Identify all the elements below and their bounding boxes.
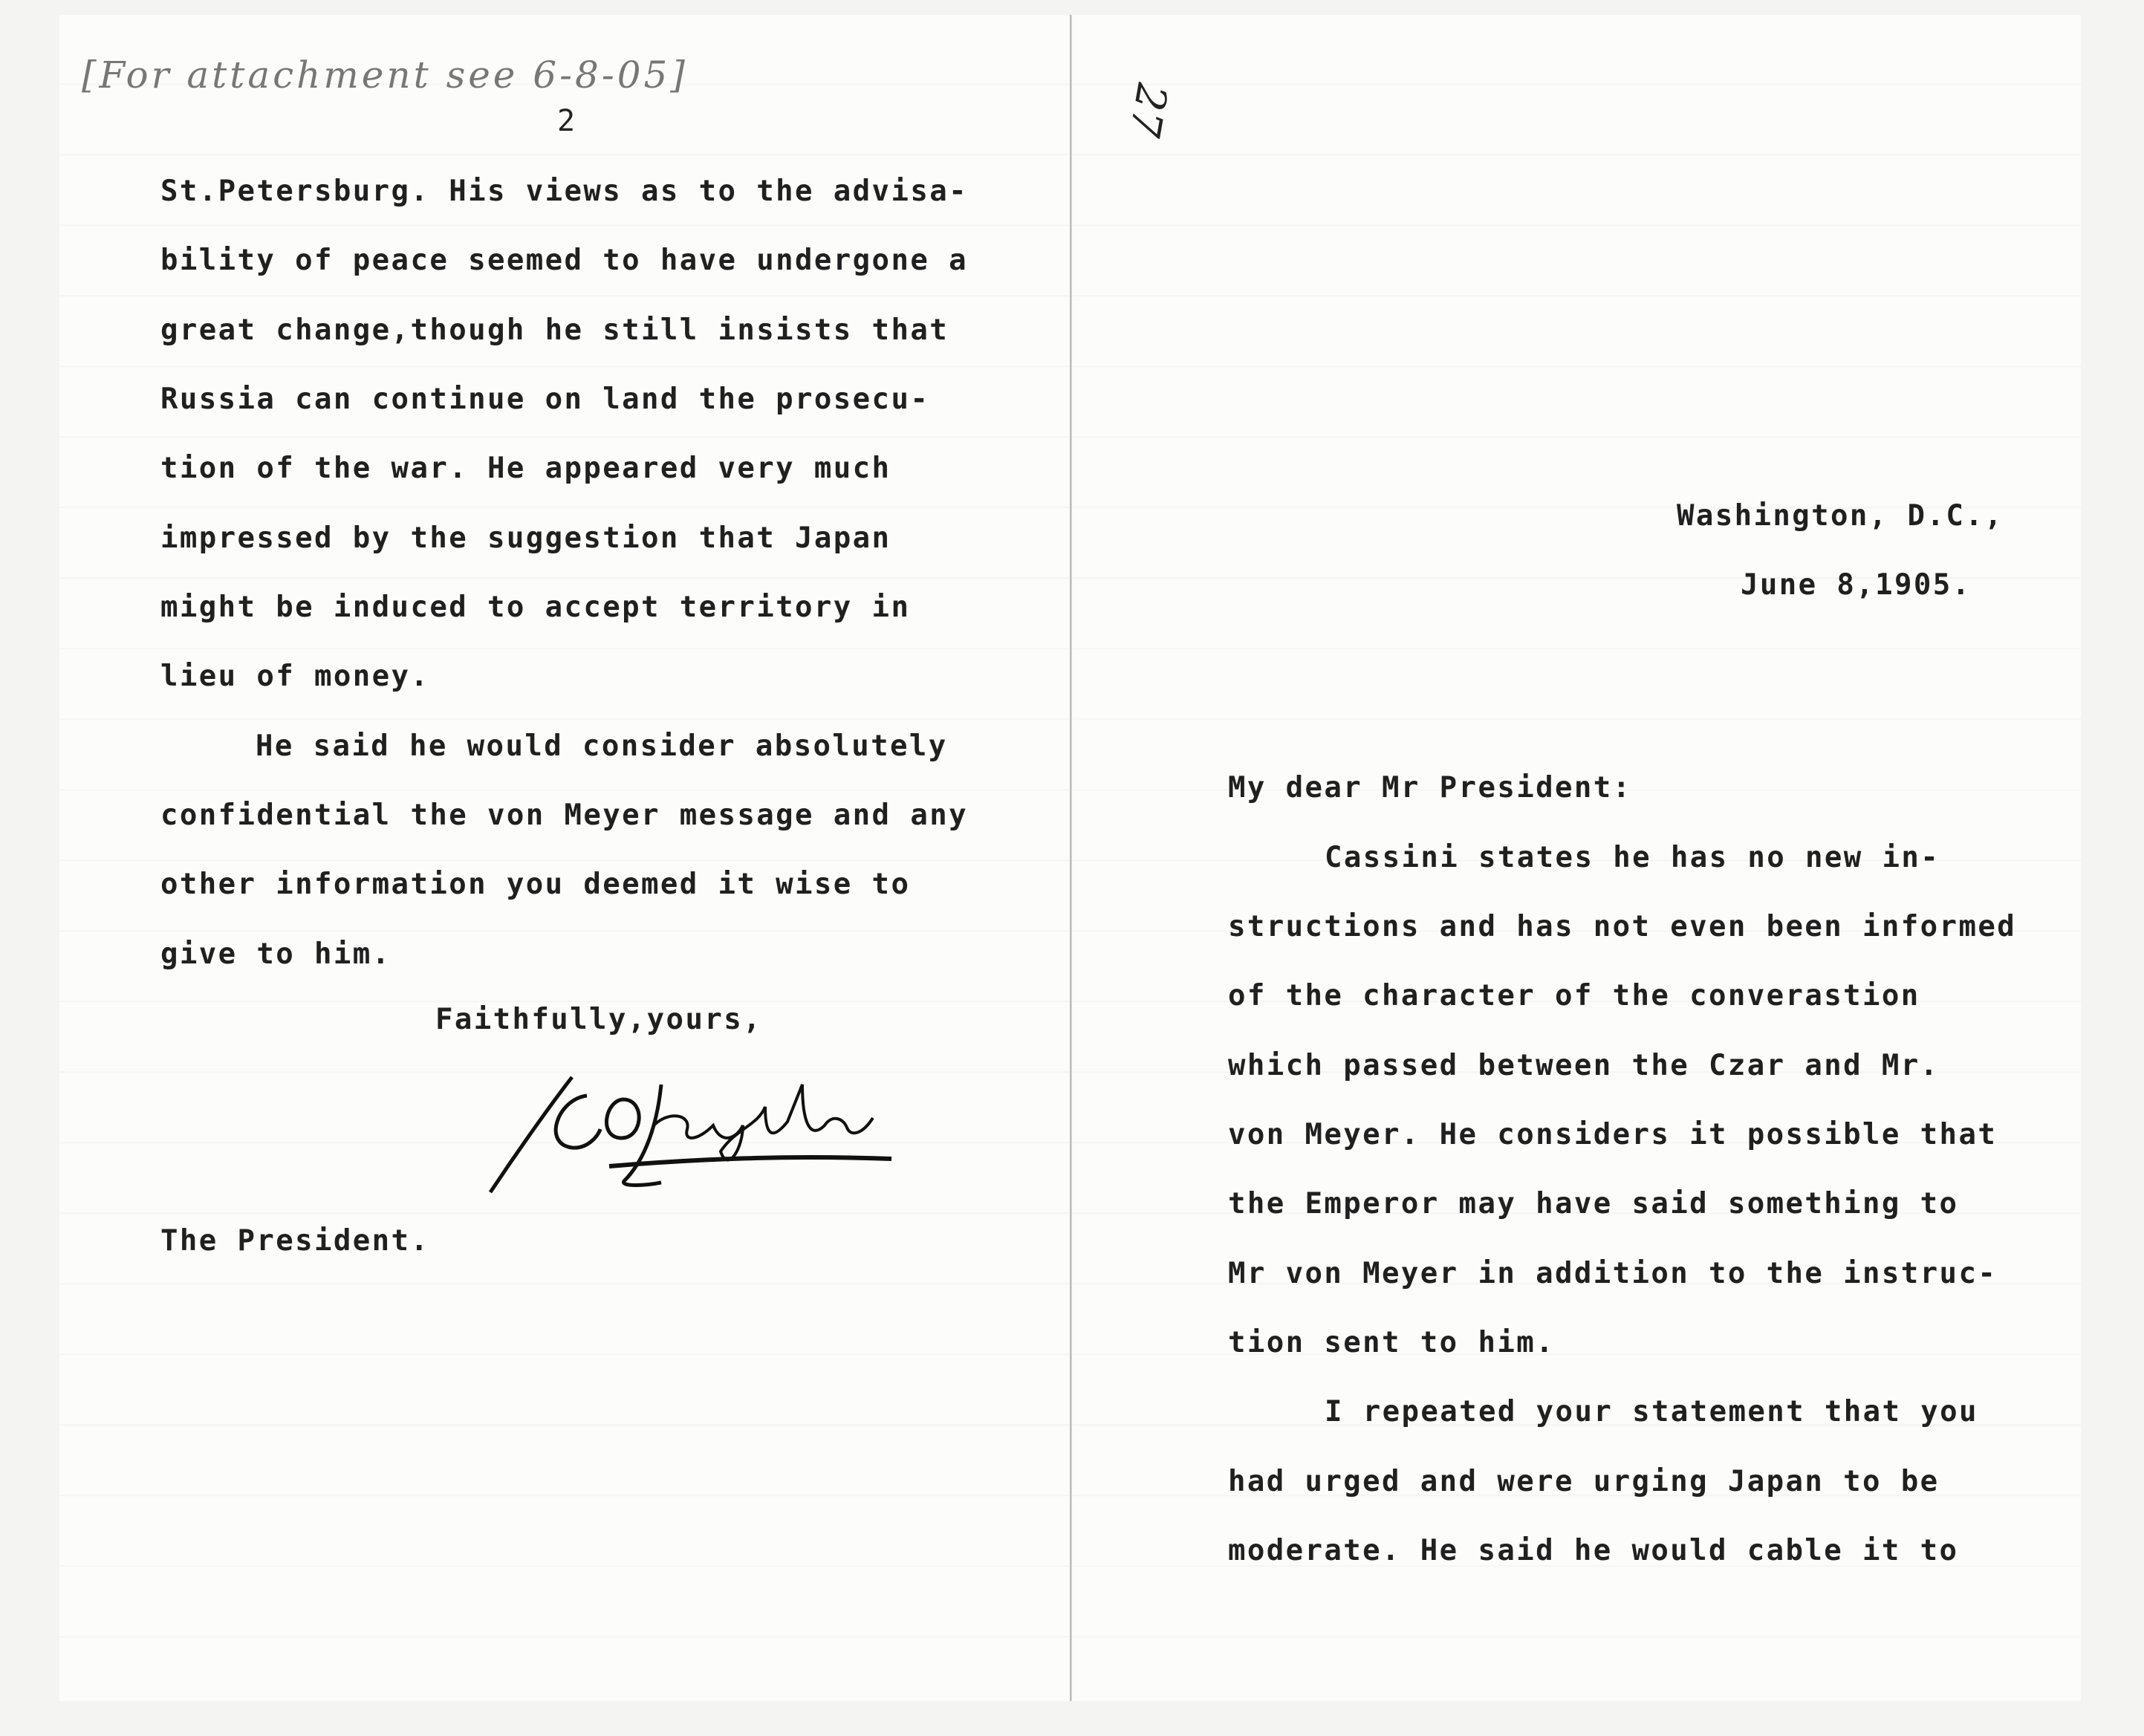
body-line: give to him.: [160, 937, 392, 971]
body-line: of the character of the converastion: [1228, 979, 1920, 1012]
body-line: Cassini states he has no new in-: [1325, 841, 1940, 874]
body-line: other information you deemed it wise to: [160, 868, 911, 901]
salutation: My dear Mr President:: [1228, 771, 1632, 804]
closing: Faithfully,yours,: [435, 1003, 762, 1036]
body-line: He said he would consider absolutely: [256, 729, 948, 763]
body-line: which passed between the Czar and Mr.: [1228, 1049, 1940, 1082]
body-line: Russia can continue on land the prosecu-: [160, 383, 930, 416]
body-line: I repeated your statement that you: [1325, 1395, 1978, 1428]
signature: [475, 1055, 951, 1203]
body-line: the Emperor may have said something to: [1228, 1187, 1959, 1220]
body-line: great change,though he still insists that: [160, 313, 949, 347]
corner-mark-27: [1087, 74, 1177, 156]
body-line: had urged and were urging Japan to be: [1228, 1465, 1940, 1498]
left-page: [59, 15, 1071, 1701]
body-line: tion of the war. He appeared very much: [160, 452, 891, 485]
body-line: St.Petersburg. His views as to the advisa-: [160, 175, 968, 208]
body-line: Mr von Meyer in addition to the instruc-: [1228, 1257, 1998, 1290]
body-line: confidential the von Meyer message and any: [160, 799, 968, 832]
addressee: The President.: [160, 1224, 430, 1258]
handwritten-note: [For attachment see 6-8-05]: [82, 53, 688, 97]
right-page: [1071, 15, 2081, 1701]
body-line: might be induced to accept territory in: [160, 591, 911, 624]
body-line: tion sent to him.: [1228, 1326, 1555, 1359]
body-line: impressed by the suggestion that Japan: [160, 521, 891, 555]
page-number: 2: [557, 104, 576, 138]
body-line: bility of peace seemed to have undergone a: [160, 244, 968, 277]
date: June 8,1905.: [1741, 568, 1972, 602]
document-spread: [59, 15, 2080, 1701]
place: Washington, D.C.,: [1677, 499, 2004, 533]
body-line: von Meyer. He considers it possible that: [1228, 1118, 1998, 1151]
body-line: lieu of money.: [160, 660, 430, 693]
body-line: moderate. He said he would cable it to: [1228, 1534, 1959, 1567]
body-line: structions and has not even been informed: [1228, 910, 2017, 943]
corner-mark-text: 27: [1119, 79, 1177, 141]
